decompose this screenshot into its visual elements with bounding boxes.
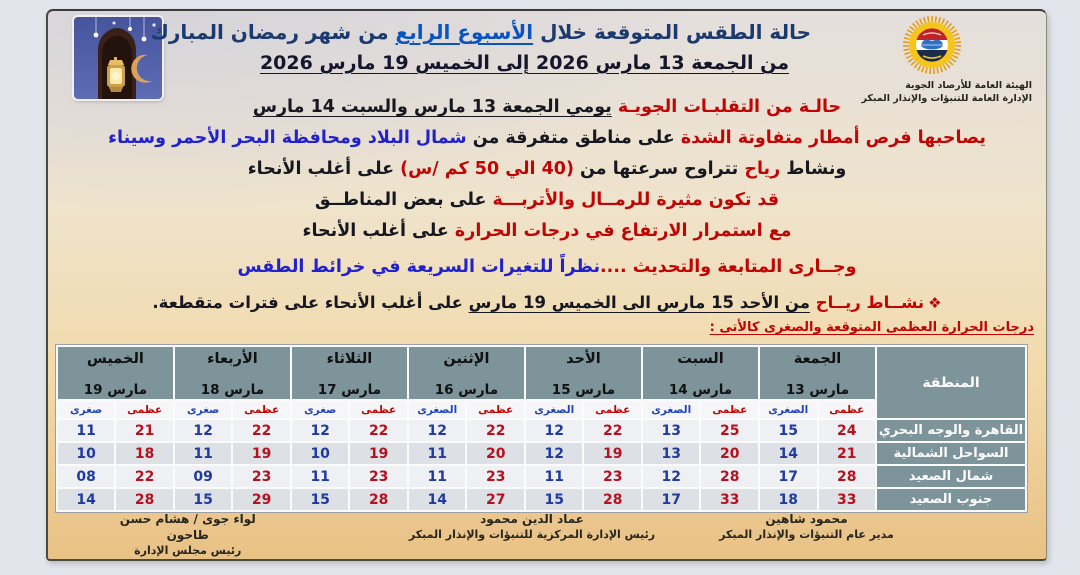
max-temp-cell: 20 bbox=[467, 443, 524, 464]
day-date: 17 مارس bbox=[317, 381, 382, 398]
max-subheader: عظمى bbox=[701, 401, 758, 418]
signature-central-admin-head bbox=[409, 511, 655, 542]
min-temp-cell: 17 bbox=[643, 489, 700, 510]
advisory-line bbox=[72, 190, 1022, 211]
max-temp-cell: 27 bbox=[467, 489, 524, 510]
max-temp-cell: 28 bbox=[819, 466, 876, 487]
max-temp-cell: 22 bbox=[584, 420, 641, 441]
min-temp-cell: 12 bbox=[526, 420, 583, 441]
max-temp-cell: 25 bbox=[701, 420, 758, 441]
max-temp-cell: 33 bbox=[701, 489, 758, 510]
day-name: الإثنين bbox=[443, 350, 490, 367]
max-temp-cell: 21 bbox=[116, 420, 173, 441]
advisory-line bbox=[72, 257, 1022, 278]
day-date: 14 مارس bbox=[668, 381, 733, 398]
min-subheader: صغرى bbox=[175, 401, 232, 418]
page-title bbox=[150, 19, 811, 45]
text-segment: على أغلب الأنحاء bbox=[302, 221, 449, 241]
min-temp-cell: 11 bbox=[526, 466, 583, 487]
min-temp-cell: 17 bbox=[760, 466, 817, 487]
min-temp-cell: 12 bbox=[643, 466, 700, 487]
table-row bbox=[58, 489, 1025, 510]
min-temp-cell: 15 bbox=[175, 489, 232, 510]
min-temp-cell: 15 bbox=[526, 489, 583, 510]
authority-name-line1: الهيئة العامة للأرصاد الجوية bbox=[905, 80, 1032, 91]
min-subheader: الصغرى bbox=[643, 401, 700, 418]
min-temp-cell: 08 bbox=[58, 466, 115, 487]
table-row bbox=[58, 443, 1025, 464]
max-temp-cell: 28 bbox=[350, 489, 407, 510]
max-temp-cell: 22 bbox=[233, 420, 290, 441]
day-column-header bbox=[643, 347, 758, 399]
max-subheader: عظمى bbox=[116, 401, 173, 418]
text-segment: على أغلب الأنحاء على فترات متقطعة. bbox=[152, 293, 469, 312]
min-temp-cell: 12 bbox=[292, 420, 349, 441]
text-segment: على أغلب الأنحاء bbox=[247, 159, 395, 179]
text-segment: حالـة من التقلبـات الجويـة bbox=[611, 97, 842, 117]
min-temp-cell: 11 bbox=[409, 466, 466, 487]
region-name-cell: السواحل الشمالية bbox=[877, 443, 1025, 464]
min-temp-cell: 15 bbox=[292, 489, 349, 510]
min-temp-cell: 14 bbox=[58, 489, 115, 510]
text-segment: (40 الي 50 كم /س) bbox=[394, 159, 574, 179]
min-subheader: صغرى bbox=[292, 401, 349, 418]
advisory-line bbox=[72, 159, 1022, 180]
max-subheader: عظمى bbox=[350, 401, 407, 418]
min-temp-cell: 14 bbox=[760, 443, 817, 464]
advisory-line bbox=[72, 97, 1022, 118]
signature-name: محمود شاهين bbox=[765, 512, 848, 526]
min-temp-cell: 13 bbox=[643, 420, 700, 441]
min-temp-cell: 12 bbox=[526, 443, 583, 464]
day-name: الأربعاء bbox=[207, 350, 258, 367]
day-column-header bbox=[409, 347, 524, 399]
min-temp-cell: 11 bbox=[409, 443, 466, 464]
day-date: 16 مارس bbox=[434, 381, 499, 398]
signature-board-chairman bbox=[118, 511, 258, 558]
max-temp-cell: 23 bbox=[467, 466, 524, 487]
day-name: الثلاثاء bbox=[326, 350, 373, 367]
day-column-header bbox=[58, 347, 173, 399]
max-temp-cell: 19 bbox=[584, 443, 641, 464]
min-temp-cell: 09 bbox=[175, 466, 232, 487]
signature-name: عماد الدين محمود bbox=[480, 512, 584, 526]
region-name-cell: جنوب الصعيد bbox=[877, 489, 1025, 510]
max-temp-cell: 24 bbox=[819, 420, 876, 441]
signature-title: مدير عام التنبؤات والإنذار المبكر bbox=[719, 528, 894, 541]
max-temp-cell: 29 bbox=[233, 489, 290, 510]
text-segment: رياح bbox=[738, 159, 781, 179]
max-temp-cell: 23 bbox=[584, 466, 641, 487]
day-column-header bbox=[526, 347, 641, 399]
title-part2: من شهر رمضان المبارك bbox=[150, 20, 396, 44]
temperature-table bbox=[55, 344, 1028, 513]
title-part1: حالة الطقس المتوقعة خلال bbox=[533, 20, 811, 44]
min-temp-cell: 10 bbox=[292, 443, 349, 464]
min-subheader: الصغرى bbox=[526, 401, 583, 418]
meteorological-authority-logo-icon bbox=[899, 15, 965, 77]
title-block bbox=[150, 19, 811, 74]
title-week-highlight: الأسبوع الرابع bbox=[395, 20, 534, 44]
max-temp-cell: 21 bbox=[819, 443, 876, 464]
day-name: الأحد bbox=[566, 350, 601, 367]
signature-title: رئيس الإدارة المركزية للتنبؤات والإنذار المبكر bbox=[408, 528, 656, 541]
authority-block bbox=[832, 15, 1032, 105]
max-subheader: عظمى bbox=[584, 401, 641, 418]
min-temp-cell: 13 bbox=[643, 443, 700, 464]
advisory-line bbox=[72, 128, 1022, 149]
ramadan-art-icon bbox=[74, 17, 162, 99]
max-temp-cell: 28 bbox=[584, 489, 641, 510]
text-segment: شمال البلاد ومحافظة البحر الأحمر وسيناء bbox=[108, 128, 467, 148]
day-name: الجمعة bbox=[793, 350, 842, 367]
text-segment: ونشاط bbox=[780, 159, 847, 179]
max-temp-cell: 23 bbox=[350, 466, 407, 487]
weather-bulletin-document bbox=[46, 9, 1047, 561]
max-subheader: عظمى bbox=[819, 401, 876, 418]
max-temp-cell: 33 bbox=[819, 489, 876, 510]
min-temp-cell: 14 bbox=[409, 489, 466, 510]
max-temp-cell: 23 bbox=[233, 466, 290, 487]
wind-activity-line bbox=[72, 292, 1022, 314]
authority-name-line2: الإدارة العامة للتنبؤات والإنذار المبكر bbox=[861, 93, 1032, 104]
text-segment: على بعض المناطــق bbox=[314, 190, 487, 210]
max-subheader: عظمى bbox=[467, 401, 524, 418]
max-temp-cell: 18 bbox=[116, 443, 173, 464]
advisory-line bbox=[72, 221, 1022, 242]
text-segment: قد تكون مثيرة للرمــال والأتربـــة bbox=[486, 190, 780, 210]
text-segment: تتراوح سرعتها من bbox=[573, 159, 739, 179]
text-segment: نظراً للتغيرات السريعة في خرائط الطقس bbox=[237, 257, 601, 277]
day-column-header bbox=[175, 347, 290, 399]
min-temp-cell: 11 bbox=[175, 443, 232, 464]
text-segment: وجــارى المتابعة والتحديث .... bbox=[600, 257, 857, 277]
date-range-subtitle: من الجمعة 13 مارس 2026 إلى الخميس 19 مارس 2026 bbox=[259, 52, 790, 74]
day-column-header bbox=[760, 347, 875, 399]
min-temp-cell: 10 bbox=[58, 443, 115, 464]
region-column-header: المنطقة bbox=[877, 347, 1025, 418]
day-date: 18 مارس bbox=[200, 381, 265, 398]
max-temp-cell: 28 bbox=[116, 489, 173, 510]
signature-name: لواء جوى / هشام حسن طاحون bbox=[119, 512, 256, 542]
text-segment: مع استمرار الارتفاع في درجات الحرارة bbox=[448, 221, 792, 241]
min-subheader: الصغرى bbox=[760, 401, 817, 418]
max-temp-cell: 22 bbox=[116, 466, 173, 487]
min-temp-cell: 12 bbox=[175, 420, 232, 441]
temperature-table-wrap bbox=[64, 344, 1028, 513]
max-temp-cell: 19 bbox=[233, 443, 290, 464]
day-date: 13 مارس bbox=[785, 381, 850, 398]
diamond-bullet-icon: ❖ bbox=[928, 294, 942, 312]
day-date: 19 مارس bbox=[83, 381, 148, 398]
table-row bbox=[58, 420, 1025, 441]
day-date: 15 مارس bbox=[551, 381, 616, 398]
min-temp-cell: 11 bbox=[292, 466, 349, 487]
max-temp-cell: 22 bbox=[350, 420, 407, 441]
min-temp-cell: 12 bbox=[409, 420, 466, 441]
day-name: الخميس bbox=[86, 350, 144, 367]
min-subheader: الصغرى bbox=[409, 401, 466, 418]
ramadan-lantern-image bbox=[74, 17, 162, 99]
temperature-table-caption: درجات الحرارة العظمى المتوقعة والصغرى كالأتى : bbox=[709, 320, 1034, 335]
region-name-cell: القاهرة والوجه البحري bbox=[877, 420, 1025, 441]
text-segment: نشــاط ريــاح bbox=[809, 293, 925, 312]
table-row bbox=[58, 466, 1025, 487]
signature-forecast-director bbox=[719, 511, 894, 542]
max-temp-cell: 22 bbox=[467, 420, 524, 441]
day-name: السبت bbox=[677, 350, 724, 367]
max-subheader: عظمى bbox=[233, 401, 290, 418]
text-segment: على مناطق متفرقة من bbox=[466, 128, 675, 148]
min-temp-cell: 15 bbox=[760, 420, 817, 441]
min-temp-cell: 18 bbox=[760, 489, 817, 510]
max-temp-cell: 19 bbox=[350, 443, 407, 464]
min-subheader: صغرى bbox=[58, 401, 115, 418]
text-segment: يومي الجمعة 13 مارس والسبت 14 مارس bbox=[252, 97, 612, 117]
signature-title: رئيس مجلس الإدارة bbox=[134, 544, 242, 557]
day-column-header bbox=[292, 347, 407, 399]
max-temp-cell: 28 bbox=[701, 466, 758, 487]
min-temp-cell: 11 bbox=[58, 420, 115, 441]
advisory-text bbox=[72, 97, 1022, 314]
text-segment: من الأحد 15 مارس الى الخميس 19 مارس bbox=[468, 293, 810, 312]
text-segment: يصاحبها فرص أمطار متفاوتة الشدة bbox=[674, 128, 986, 148]
region-name-cell: شمال الصعيد bbox=[877, 466, 1025, 487]
max-temp-cell: 20 bbox=[701, 443, 758, 464]
